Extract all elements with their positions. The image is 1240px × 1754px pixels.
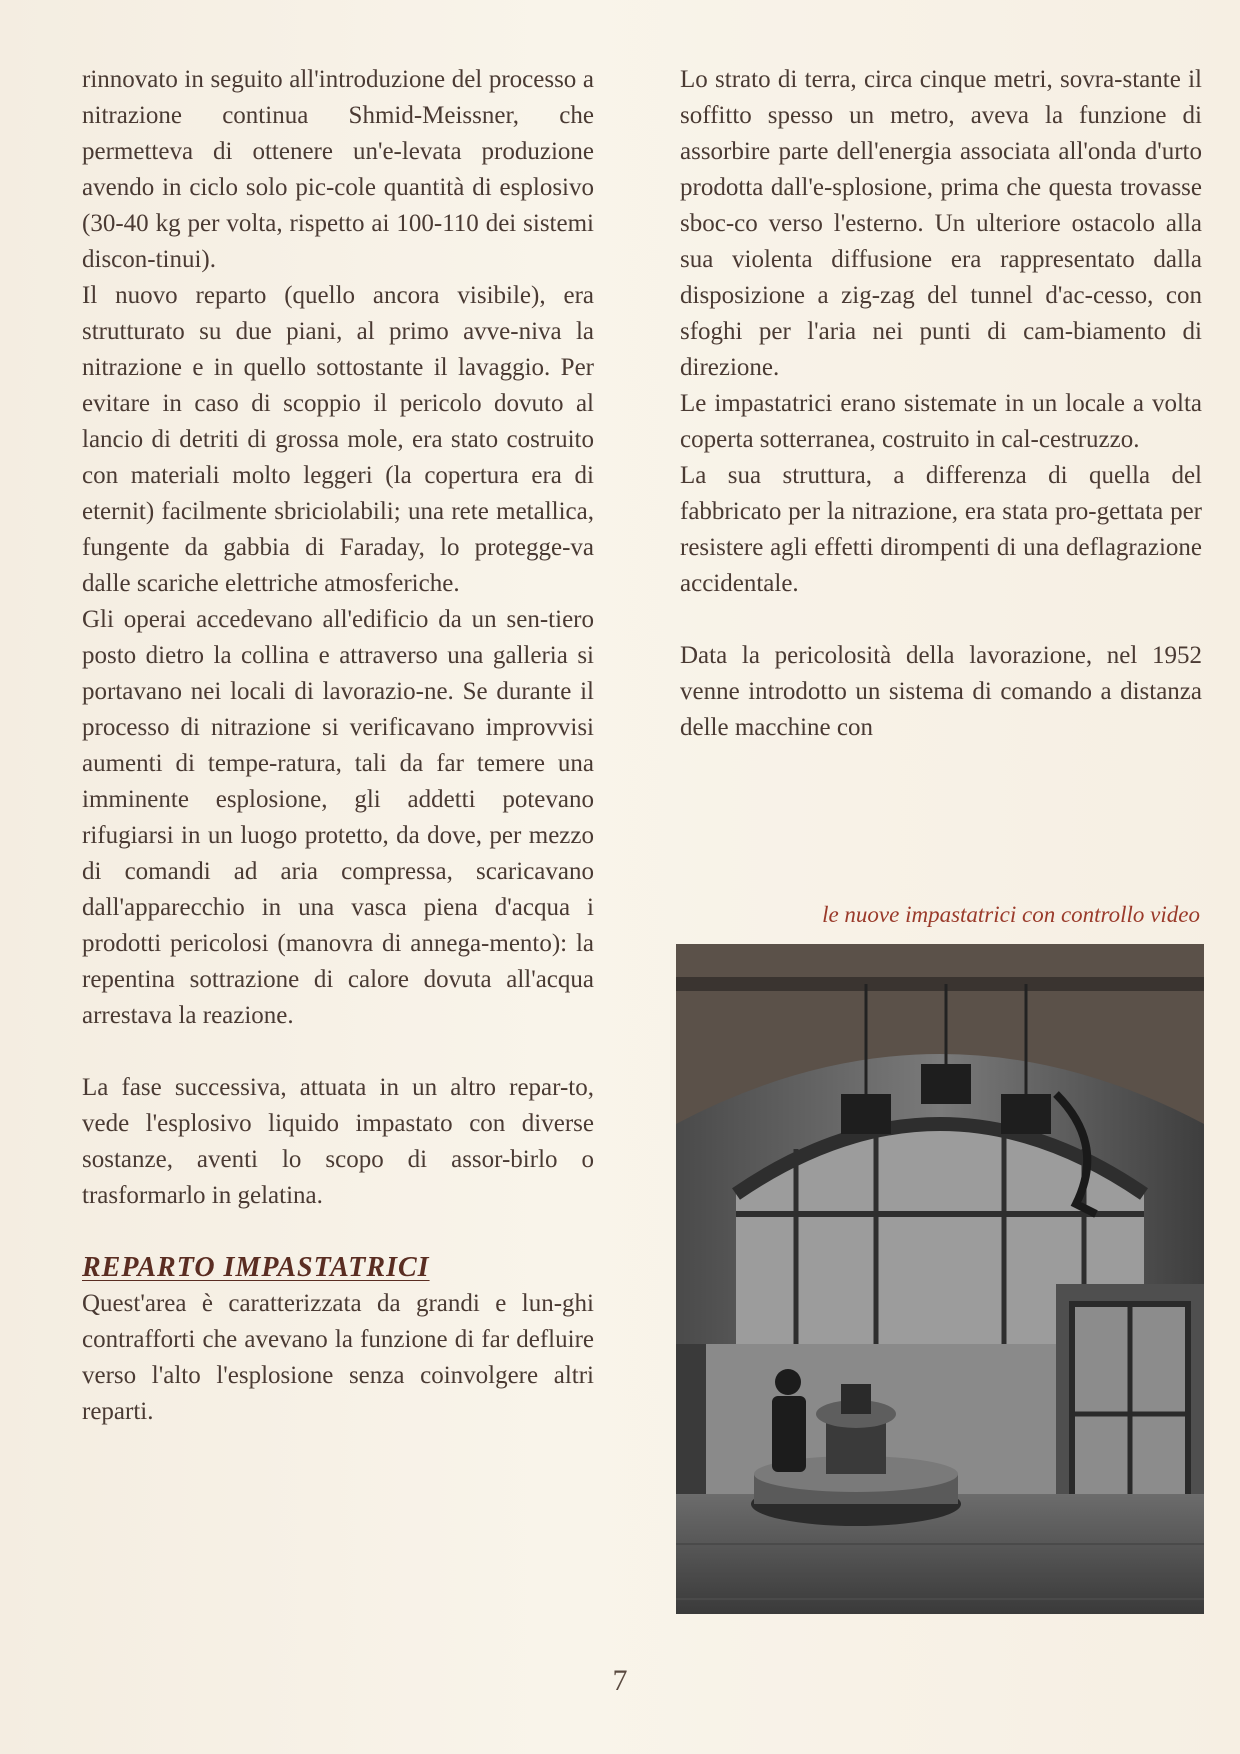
spacer xyxy=(82,1214,594,1250)
photo-illustration xyxy=(676,944,1204,1614)
paragraph: Data la pericolosità della lavorazione, nel 1952 venne introdotto un sistema di comando a distanza delle macchine con xyxy=(680,642,1202,741)
left-column xyxy=(82,62,594,1430)
page-number: 7 xyxy=(612,1664,628,1697)
spacer xyxy=(82,1034,594,1070)
paragraph: La sua struttura, a differenza di quella del fabbricato per la nitrazione, era stata pro-gettata per resistere agli effetti dirompenti di una deflagrazione accidentale. xyxy=(680,462,1202,597)
paragraph: Le impastatrici erano sistemate in un locale a volta coperta sotterranea, costruito in cal-cestruzzo. xyxy=(680,390,1202,453)
paragraph: rinnovato in seguito all'introduzione del processo a nitrazione continua Shmid-Meissner, che permetteva di ottenere un'e-levata produzione avendo in ciclo solo pic-cole quantità di esplosivo (30-40 kg per volta, rispetto ai 100-110 dei sistemi discon-tinui). xyxy=(82,66,594,273)
photo-caption: le nuove impastatrici con controllo video xyxy=(822,902,1200,927)
paragraph: Quest'area è caratterizzata da grandi e lun-ghi contrafforti che avevano la funzione di far defluire verso l'alto l'esplosione senza coinvolgere altri reparti. xyxy=(82,1290,594,1425)
paragraph: Gli operai accedevano all'edificio da un sen-tiero posto dietro la collina e attraverso una galleria si portavano nei locali di lavorazio-ne. Se durante il processo di nitrazione si verificavano improvvisi aumenti di tempe-ratura, tali da far temere una imminente esplosione, gli addetti potevano rifugiarsi in un luogo protetto, da dove, per mezzo di comandi ad aria compressa, scaricavano dall'apparecchio in una vasca piena d'acqua i prodotti pericolosi (manovra di annega-mento): la repentina sottrazione di calore dovuta all'acqua arrestava la reazione. xyxy=(82,606,594,1029)
mixing-room-photo xyxy=(676,944,1204,1614)
section-heading: REPARTO IMPASTATRICI xyxy=(82,1252,430,1283)
right-column xyxy=(680,62,1202,746)
spacer xyxy=(680,602,1202,638)
paragraph: Il nuovo reparto (quello ancora visibile), era strutturato su due piani, al primo avve-niva la nitrazione e in quello sottostante il lavaggio. Per evitare in caso di scoppio il pericolo dovuto al lancio di detriti di grossa mole, era stato costruito con materiali molto leggeri (la copertura era di eternit) facilmente sbriciolabili; una rete metallica, fungente da gabbia di Faraday, lo protegge-va dalle scariche elettriche atmosferiche. xyxy=(82,282,594,597)
paragraph: La fase successiva, attuata in un altro repar-to, vede l'esplosivo liquido impastato con diverse sostanze, aventi lo scopo di assor-birlo o trasformarlo in gelatina. xyxy=(82,1074,594,1209)
paragraph: Lo strato di terra, circa cinque metri, sovra-stante il soffitto spesso un metro, aveva la funzione di assorbire parte dell'energia associata all'onda d'urto prodotta dall'e-splosione, prima che questa trovasse sboc-co verso l'esterno. Un ulteriore ostacolo alla sua violenta diffusione era rappresentato dalla disposizione a zig-zag del tunnel d'ac-cesso, con sfoghi per l'aria nei punti di cam-biamento di direzione. xyxy=(680,66,1202,381)
